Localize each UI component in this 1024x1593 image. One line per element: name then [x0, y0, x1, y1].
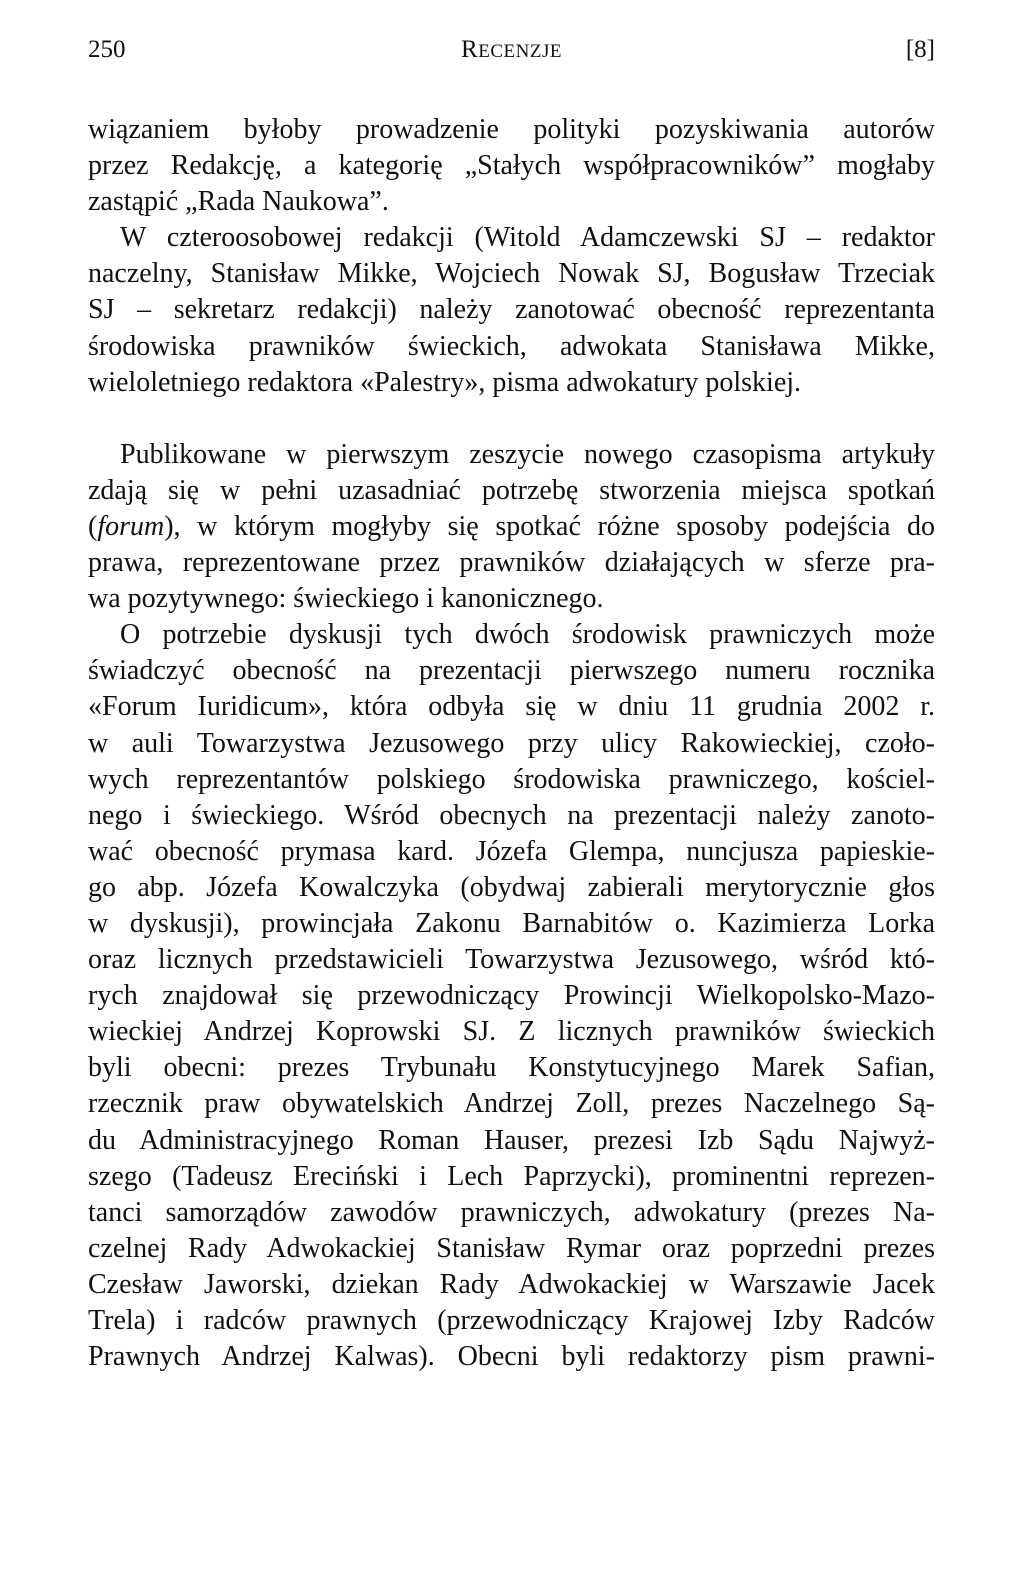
text-line: wieckiej Andrzej Koprowski SJ. Z licznych prawników świeckich [88, 1016, 935, 1048]
text-line: zastąpić „Rada Naukowa”. [88, 186, 389, 218]
text-line: wiązaniem byłoby prowadzenie polityki pozyskiwania autorów [88, 114, 935, 145]
paragraph-1 [88, 112, 935, 220]
text-line: czelnej Rady Adwokackiej Stanisław Rymar oraz poprzedni prezes [88, 1232, 935, 1264]
text-line: wać obecność prymasa kard. Józefa Glempa, nuncjusza papieskie- [88, 835, 935, 867]
page-tag: [8] [905, 36, 935, 63]
body-text [88, 112, 935, 1375]
text-line: przez Redakcję, a kategorię „Stałych współpracowników” mogłaby [88, 150, 935, 182]
text-line: nego i świeckiego. Wśród obecnych na prezentacji należy zanoto- [88, 799, 935, 831]
text-line: szego (Tadeusz Ereciński i Lech Paprzycki), prominentni reprezen- [88, 1160, 935, 1192]
paragraph-2 [88, 220, 935, 400]
section-title-rest: ECENZJE [478, 41, 562, 62]
text-line: zdają się w pełni uzasadniać potrzebę stworzenia miejsca spotkań [88, 474, 935, 506]
text-line: oraz licznych przedstawicieli Towarzystwa Jezusowego, wśród któ- [88, 944, 935, 976]
text-line: wa pozytywnego: świeckiego i kanonicznego. [88, 583, 604, 615]
paragraph-gap [88, 401, 935, 437]
text-line: Trela) i radców prawnych (przewodniczący Krajowej Izby Radców [88, 1305, 935, 1336]
text-line: rych znajdował się przewodniczący Prowincji Wielkopolsko-Mazo- [88, 980, 935, 1012]
text-line: du Administracyjnego Roman Hauser, prezesi Izb Sądu Najwyż- [88, 1124, 935, 1156]
page-number: 250 [88, 36, 126, 63]
text-line: w dyskusji), prowincjała Zakonu Barnabitów o. Kazimierza Lorka [88, 907, 935, 939]
text-line: Czesław Jaworski, dziekan Rady Adwokackiej w Warszawie Jacek [88, 1268, 935, 1300]
running-header [88, 30, 935, 70]
text-line: wych reprezentantów polskiego środowiska prawniczego, kościel- [88, 763, 935, 795]
text-line-with-italic: (forum), w którym mogłyby się spotkać różne sposoby podejścia do [88, 510, 935, 542]
paragraph-3 [88, 437, 935, 617]
italic-term: forum [97, 510, 165, 542]
text-line: tanci samorządów zawodów prawniczych, adwokatury (prezes Na- [88, 1196, 935, 1228]
text-line: W czteroosobowej redakcji (Witold Adamczewski SJ – redaktor [120, 222, 935, 254]
text-line: byli obecni: prezes Trybunału Konstytucyjnego Marek Safian, [88, 1052, 935, 1084]
section-title [88, 30, 935, 72]
paragraph-4 [88, 617, 935, 1375]
text-line: Publikowane w pierwszym zeszycie nowego czasopisma artykuły [120, 438, 935, 470]
text-line: świadczyć obecność na prezentacji pierwszego numeru rocznika [88, 655, 935, 687]
section-title-initial: R [461, 36, 479, 63]
text-line: O potrzebie dyskusji tych dwóch środowisk prawniczych może [120, 619, 935, 651]
text-line: go abp. Józefa Kowalczyka (obydwaj zabierali merytorycznie głos [88, 871, 935, 903]
text-line: SJ – sekretarz redakcji) należy zanotować obecność reprezentanta [88, 294, 935, 326]
text-line: wieloletniego redaktora «Palestry», pisma adwokatury polskiej. [88, 366, 802, 398]
text-line: naczelny, Stanisław Mikke, Wojciech Nowak SJ, Bogusław Trzeciak [88, 258, 935, 290]
text-line: «Forum Iuridicum», która odbyła się w dniu 11 grudnia 2002 r. [88, 691, 935, 723]
text-line: rzecznik praw obywatelskich Andrzej Zoll, prezes Naczelnego Są- [88, 1088, 935, 1120]
text-line: prawa, reprezentowane przez prawników działających w sferze pra- [88, 547, 935, 579]
text-line: w auli Towarzystwa Jezusowego przy ulicy Rakowieckiej, czoło- [88, 727, 935, 759]
text-line: środowiska prawników świeckich, adwokata Stanisława Mikke, [88, 330, 935, 362]
text-line: Prawnych Andrzej Kalwas). Obecni byli redaktorzy pism prawni- [88, 1341, 935, 1373]
